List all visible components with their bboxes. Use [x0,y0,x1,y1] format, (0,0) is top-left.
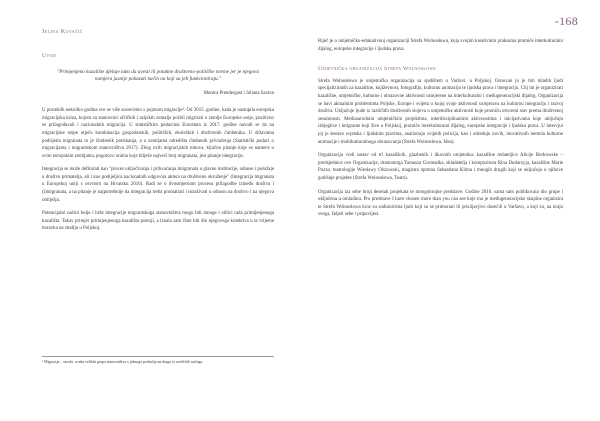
intro-paragraph: Riječ je o umjetničko-edukativnoj organizaciji Strefa Wolnosłowa, koja svojim kreativnim praksama promiče interkulturalni dijalog, europske integracije i ljudska prava. [318,39,563,52]
paragraph: Organizaciju vodi sastav od tri kazališnih, glazbenih i likovnih umjetnika: kazališne redateljice Alicije Borkowske – predsjednice ove Organizacije, dramaturga Tomasza Gromadka, skladatelja i kompozitora Rina Dudarzyja, kazališne Marie Pozzo, teatrologije Wiesławy Olszowski, magistra oprema Sebastiana Klima i mnogih drugih koji se uključuju u njihove godišnje projekte (Strefa Wolnosłowa, Team). [318,153,563,181]
author-name: Jelina Kovačić [42,28,83,35]
page-number: -168 [554,14,578,28]
section-heading-intro: Uvod [42,53,56,59]
paragraph: U proteklih nekoliko godina sve se više susrećemo s pojmom migracije¹. Od 2015. godine, kada je nastupila europska migracijska kriza, kojom su stanovnici afričkih i azijskih zemalja počeli migrirati u zemlje Europske unije, pozitivno se prilagođavali i nacionalnih migracija. U statističkim podacima Eurostata iz 2017. godine navodi se da na migracijske stope utječu kombinacija gospodarskih, političkih, ekoloških i društvenih čimbenika. U državama podrijetla migranata to je čimbenik potiskanja, a u zemljama odredišta čimbenik privlačenja (Statistički podaci o migracijama i migrantskom stanovništvu 2017). Zbog ovih migracijskih tokova, ključno pitanje koje se nameće u svim europskim zemljama, pogotovo onima koje bilježe najveći broj migranata, jest pitanje integracije. [42,108,274,159]
left-column [42,52,274,239]
footnote: ¹ Migracija – seoski, ovaka velikih grupa stanovništva s jednoga područja na drugo iz različitih razloga. [42,356,274,366]
paragraph: Potencijalni načini bolje i brže integracije migrantskoga stanovništva mogu biti mnoge i oblici rada primijenjenoga kazališta. Takav primjer primijenjenoga kazališta postoji, a iznala sam čiste biti dio njegovoga kolektiva u ta vrijeme boravka na studiju u Poljskoj. [42,211,274,232]
quote-source: Monica Prendergast i Juliana Saxton [203,90,274,96]
epigraph-quote: "Primjenjeno kazalište djeluje tako da uvesti ili potakne društveno-političke norme jer je njegova namjera jasnije pokazati način na koji su jeli funkcioniraju." [57,68,259,83]
paragraph: Strefa Wolnosłowa je umjetnička organizacija sa sjedištem u Varšavi, u Poljskoj. Osnovan ju je tim mladih ljudi specijaliziranih za kazališne, književnost, fotografiju, kulturnu animaciju te ljudska prava i integraciju. Cilj im je organizirati kazališne, umjetničke, kulturne i obrazovne aktivnosti usmjerene na interkulturalni i međugeneracijski dijalog. Organizacija se bavi aktualnim problemima Poljske, Europe i svijeta u kojoj svoje aktivnosti usmjerava na kulturnu integraciju i razvoj društva. Uključuje ljude iz različitih društvenih slojeva u umjetničke aktivnosti koje promiču otvoreni stav prema društvenoj sesumnosti. Međunarodnim umjetničkim projektima, interdisciplinarnim aktivnostima i inicijativama koje uključuju izbjeglice i imigrante koji žive u Poljskoj, promiče interkulturalni dijalog, europske integracije i ljudska prava. U intervjui joj je šestero svjetska i ljudskim pravima, analiziraju svijetih policija, kao i odreduju novih, inovativnih metoda kulturne animacije i multikulturalnoga obrazovanja (Strefa Wolnosłowa, Idea). [318,78,563,145]
right-column [318,38,563,225]
section-heading-organization: Umjetnička organizacija Strefa Wolnosłowa [318,66,437,73]
paragraph: Organizacija iza sebe broji desetak projekata te mnogobrojne predstave. Godine 2016. sama sam publikovala dio grupe i uključena u omladinu. Pro predstave I have chosen more than you can see koje mu je međugeneracijske skupine organizira te Strefa Wolnosłowa kroz su sudionicima ljudi koji su se primorani ili prisiljavjivo dosećili u Varšavu, a koji su, na kraju svega, željeli sebe i pripovijest. [318,189,563,218]
paragraph: Integracija se može definirati kao "proces uključivanja i prihvaćanja imigranata u glavne institucije, odnose i položaje u društvu primatelja, ali i kao podijeljica nacionalnih odgovora aktera na društveno okruženje" (Integracija migranata u Europskoj uniji s osvrtom na Hrvatsku 2016). Radi se o dvosmjernom procesu prilagodbe između društva i (i)migranata, a na pitanje je najpotrebnije da integracija treba promatrati i istraživati u odnosu na društvo i na njegova obilježja. [42,167,274,203]
